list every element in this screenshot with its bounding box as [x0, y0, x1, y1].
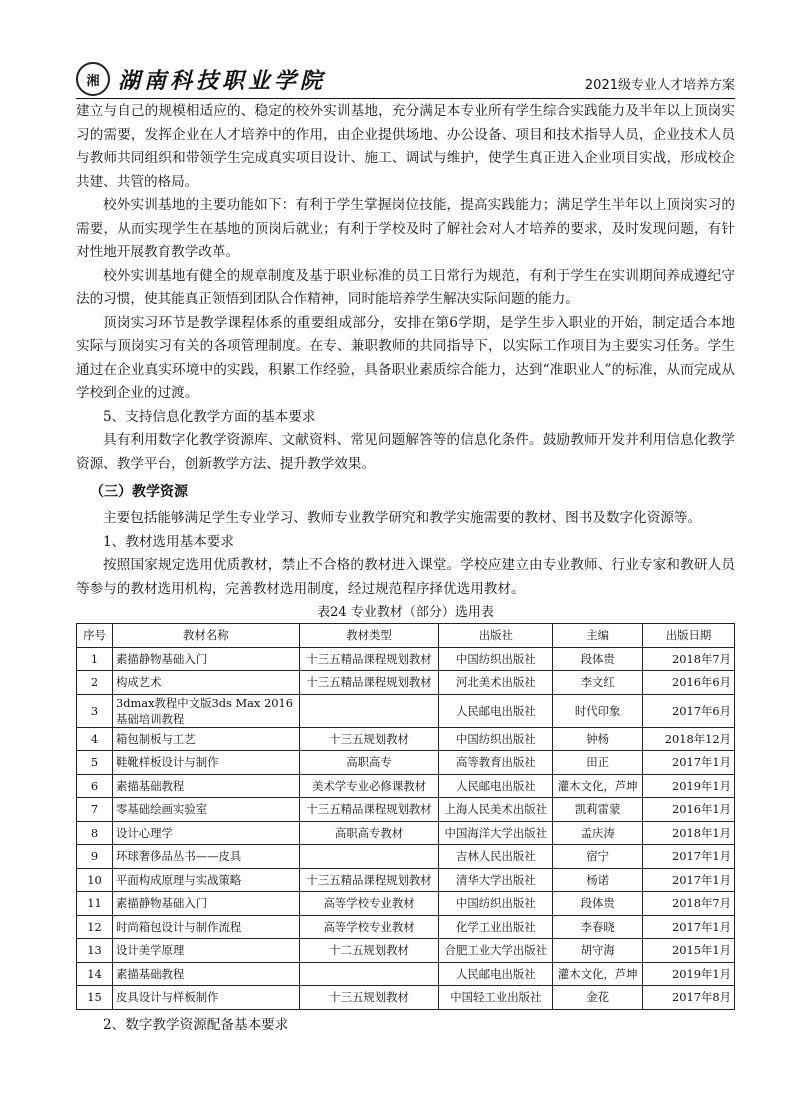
- school-name-calligraphy: 湖南科技职业学院: [118, 67, 327, 94]
- table-cell: 李文红: [553, 671, 643, 695]
- table-cell: 3: [77, 694, 113, 727]
- table-row: [77, 694, 735, 727]
- section-heading: （三）教学资源: [90, 484, 188, 500]
- table-cell: [299, 845, 439, 869]
- header-cell: 出版社: [439, 624, 553, 648]
- table-cell: [299, 962, 439, 986]
- table-row: [77, 671, 735, 695]
- table-cell: 2018年7月: [643, 647, 735, 671]
- table-cell: 12: [77, 915, 113, 939]
- table-cell: 设计美学原理: [112, 939, 299, 963]
- table-cell: 孟庆涛: [553, 821, 643, 845]
- table-cell: 2017年1月: [643, 915, 735, 939]
- table-cell: 2017年1月: [643, 751, 735, 775]
- table-cell: 素描静物基础入门: [112, 647, 299, 671]
- paragraph: 校外实训基地的主要功能如下：有利于学生掌握岗位技能，提高实践能力；满足学生半年以上顶岗实习的需要，从而实现学生在基地的顶岗后就业；有利于学校及时了解社会对人才培养的要求，及时发现问题，有针对性地开展教育教学改革。: [76, 197, 735, 260]
- table-cell: 2018年1月: [643, 821, 735, 845]
- table-cell: 7: [77, 798, 113, 822]
- paragraph: 校外实训基地有健全的规章制度及基于职业标准的员工日常行为规范，有利于学生在实训期间养成遵纪守法的习惯，使其能真正领悟到团队合作精神，同时能培养学生解决实际问题的能力。: [76, 267, 735, 307]
- table-row: [77, 986, 735, 1010]
- table-cell: 3dmax教程中文版3ds Max 2016基础培训教程: [112, 694, 299, 727]
- table-cell: 高等学校专业教材: [299, 915, 439, 939]
- table-cell: 14: [77, 962, 113, 986]
- table-cell: 2018年7月: [643, 892, 735, 916]
- table-cell: 5: [77, 751, 113, 775]
- subheading: 2、数字教学资源配备基本要求: [103, 1016, 289, 1033]
- table-cell: 2018年12月: [643, 727, 735, 751]
- table-cell: 2017年8月: [643, 986, 735, 1010]
- paragraph: 按照国家规定选用优质教材，禁止不合格的教材进入课堂。学校应建立由专业教师、行业专家和教研人员等参与的教材选用机构，完善教材选用制度，经过规范程序择优选用教材。: [76, 557, 735, 597]
- table-cell: 十三五精品课程规划教材: [299, 647, 439, 671]
- table-cell: 鞋靴样板设计与制作: [112, 751, 299, 775]
- table-cell: 2017年6月: [643, 694, 735, 727]
- table-cell: 时代印象: [553, 694, 643, 727]
- table-cell: 11: [77, 892, 113, 916]
- table-row: [77, 798, 735, 822]
- table-cell: 时尚箱包设计与制作流程: [112, 915, 299, 939]
- table-header-row: [77, 624, 735, 648]
- table-cell: 2: [77, 671, 113, 695]
- page-content: [76, 100, 735, 1037]
- table-cell: 十三五规划教材: [299, 727, 439, 751]
- table-cell: 2017年1月: [643, 845, 735, 869]
- table-cell: 十三五精品课程规划教材: [299, 798, 439, 822]
- table-cell: 上海人民美术出版社: [439, 798, 553, 822]
- table-cell: 15: [77, 986, 113, 1010]
- paragraph: 具有利用数字化教学资源库、文献资料、常见问题解答等的信息化条件。鼓励教师开发并利用信息化教学资源、教学平台，创新教学方法、提升教学效果。: [76, 432, 735, 472]
- table-cell: 清华大学出版社: [439, 868, 553, 892]
- table-cell: 田正: [553, 751, 643, 775]
- table-cell: 吉林人民出版社: [439, 845, 553, 869]
- header-cell: 教材名称: [112, 624, 299, 648]
- table-cell: 中国海洋大学出版社: [439, 821, 553, 845]
- table-cell: 中国纺织出版社: [439, 647, 553, 671]
- table-cell: 箱包制板与工艺: [112, 727, 299, 751]
- subheading: 1、教材选用基本要求: [103, 533, 234, 550]
- table-cell: 素描静物基础入门: [112, 892, 299, 916]
- table-cell: 十三五精品课程规划教材: [299, 868, 439, 892]
- table-cell: 6: [77, 774, 113, 798]
- table-cell: 中国纺织出版社: [439, 892, 553, 916]
- table-row: [77, 751, 735, 775]
- table-cell: 2019年1月: [643, 962, 735, 986]
- table-cell: 段体贵: [553, 647, 643, 671]
- table-cell: 高等教育出版社: [439, 751, 553, 775]
- subheading: 5、支持信息化教学方面的基本要求: [103, 408, 316, 425]
- header-cell: 教材类型: [299, 624, 439, 648]
- table-cell: 段体贵: [553, 892, 643, 916]
- table-cell: 钟杨: [553, 727, 643, 751]
- table-cell: 胡守海: [553, 939, 643, 963]
- table-cell: 灌木文化，芦坤: [553, 962, 643, 986]
- table-cell: 人民邮电出版社: [439, 962, 553, 986]
- page-header: [76, 62, 735, 99]
- header-cell: 序号: [77, 624, 113, 648]
- school-logo: [76, 62, 326, 96]
- table-cell: 高等学校专业教材: [299, 892, 439, 916]
- table-cell: 中国轻工业出版社: [439, 986, 553, 1010]
- paragraph: 主要包括能够满足学生专业学习、教师专业教学研究和教学实施需要的教材、图书及数字化资源等。: [103, 510, 702, 526]
- table-cell: 2016年1月: [643, 798, 735, 822]
- table-cell: 人民邮电出版社: [439, 774, 553, 798]
- table-cell: 河北美术出版社: [439, 671, 553, 695]
- table-cell: 构成艺术: [112, 671, 299, 695]
- table-cell: 李春晓: [553, 915, 643, 939]
- table-cell: 皮具设计与样板制作: [112, 986, 299, 1010]
- table-row: [77, 939, 735, 963]
- school-seal-icon: 湘: [76, 62, 110, 96]
- table-cell: 高职高专: [299, 751, 439, 775]
- header-cell: 出版日期: [643, 624, 735, 648]
- table-cell: 平面构成原理与实战策略: [112, 868, 299, 892]
- table-cell: 灌木文化，芦坤: [553, 774, 643, 798]
- table-row: [77, 892, 735, 916]
- table-cell: 中国纺织出版社: [439, 727, 553, 751]
- table-cell: 人民邮电出版社: [439, 694, 553, 727]
- table-cell: 零基础绘画实验室: [112, 798, 299, 822]
- paragraph: 建立与自己的规模相适应的、稳定的校外实训基地，充分满足本专业所有学生综合实践能力及半年以上顶岗实习的需要，发挥企业在人才培养中的作用，由企业提供场地、办公设备、项目和技术指导人员，企业技术人员与教师共同组织和带领学生完成真实项目设计、施工、调试与维护，使学生真正进入企业项目实战，形成校企共建、共管的格局。: [76, 103, 735, 190]
- table-cell: 杨诺: [553, 868, 643, 892]
- header-cell: 主编: [553, 624, 643, 648]
- table-cell: 2019年1月: [643, 774, 735, 798]
- table-cell: 2017年1月: [643, 868, 735, 892]
- table-cell: 设计心理学: [112, 821, 299, 845]
- table-cell: 素描基础教程: [112, 774, 299, 798]
- table-row: [77, 727, 735, 751]
- table-cell: 凯莉雷蒙: [553, 798, 643, 822]
- table-cell: 十三五规划教材: [299, 986, 439, 1010]
- table-cell: 高职高专教材: [299, 821, 439, 845]
- table-caption: 表24 专业教材（部分）选用表: [317, 605, 494, 620]
- table-row: [77, 915, 735, 939]
- table-row: [77, 821, 735, 845]
- table-cell: [299, 694, 439, 727]
- paragraph: 顶岗实习环节是教学课程体系的重要组成部分，安排在第6学期，是学生步入职业的开始，制定适合本地实际与顶岗实习有关的各项管理制度。在专、兼职教师的共同指导下，以实际工作项目为主要实习任务。学生通过在企业真实环境中的实践，积累工作经验，具备职业素质综合能力，达到“准职业人”的标准，从而完成从学校到企业的过渡。: [76, 314, 735, 401]
- textbook-table: [76, 623, 735, 1010]
- table-cell: 2015年1月: [643, 939, 735, 963]
- table-cell: 金花: [553, 986, 643, 1010]
- document-title: 2021级专业人才培养方案: [584, 78, 735, 93]
- table-cell: 13: [77, 939, 113, 963]
- table-row: [77, 962, 735, 986]
- table-cell: 宿宁: [553, 845, 643, 869]
- table-cell: 合肥工业大学出版社: [439, 939, 553, 963]
- table-cell: 十二五规划教材: [299, 939, 439, 963]
- table-cell: 素描基础教程: [112, 962, 299, 986]
- table-cell: 环球奢侈品丛书——皮具: [112, 845, 299, 869]
- table-row: [77, 868, 735, 892]
- table-cell: 十三五精品课程规划教材: [299, 671, 439, 695]
- table-cell: 2016年6月: [643, 671, 735, 695]
- table-cell: 美术学专业必修课教材: [299, 774, 439, 798]
- table-row: [77, 845, 735, 869]
- table-cell: 1: [77, 647, 113, 671]
- table-cell: 4: [77, 727, 113, 751]
- table-row: [77, 774, 735, 798]
- table-row: [77, 647, 735, 671]
- table-cell: 8: [77, 821, 113, 845]
- table-cell: 9: [77, 845, 113, 869]
- table-cell: 10: [77, 868, 113, 892]
- table-cell: 化学工业出版社: [439, 915, 553, 939]
